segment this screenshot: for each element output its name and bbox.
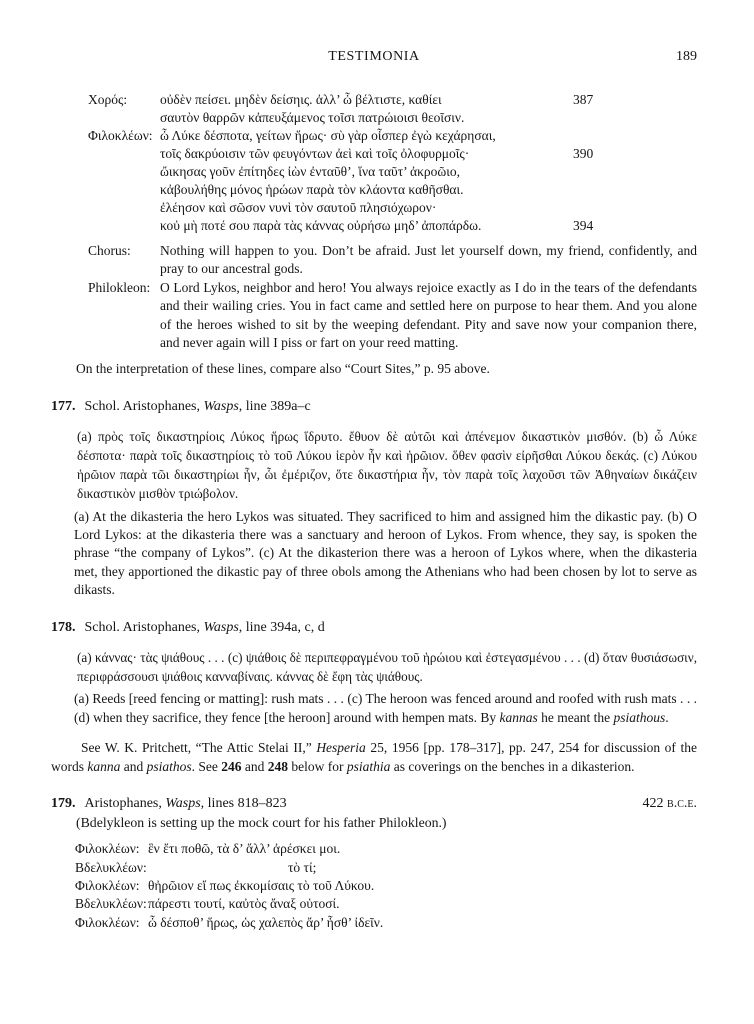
verse-line — [88, 181, 697, 199]
verse-line — [75, 914, 697, 932]
section-177-greek-quote: (a) πρὸς τοῖς δικαστηρίοις Λύκος ἥρως ἵδρυτο. ἔθυον δὲ αὐτῶι καὶ ἀπένεμον δικαστικὸν μισθόν. (b) ὦ Λύκε δέσποτα· παρὰ τοῖς δικαστηρίοις τὸ τοῦ Λύκου ἱερὸν ἦν καὶ ἡρῶιον. ὅθεν φασὶν εἰρῆσθαι Λύκου δεκάς. (c) Λύκου ἡρῶιον παρὰ τῶι δικαστηρίωι ἦν, ὧι ἐμέριζον, ὅτε δικαστήρια ἦν, τὸν παρὰ τοῖς λαχοῦσι τῶν Ἀθηναίων δικάζειν δικαστικὸν μισθὸν τριώβολον. — [77, 428, 697, 502]
verse-line — [88, 109, 697, 127]
section-177-translation: (a) At the dikasteria the hero Lykos was situated. They sacrificed to him and assigned him the dikastic pay. (b) O Lord Lykos: at the dikasteria there was a sanctuary and heroon of Lykos. From whence, they say, is spoken the phrase “the company of Lykos”. (c) At the dikasterion there was a heroon of Lykos where, when the dikasteria met, they apportioned the dikastic pay of three obols among the Athenians who had been chosen by lot to serve as dikasts. — [74, 508, 697, 598]
translation-text: he meant the — [537, 709, 614, 725]
ref-text: and — [241, 758, 268, 774]
dialogue-entry — [88, 242, 697, 279]
dialogue-text: O Lord Lykos, neighbor and hero! You always rejoice exactly as I do in the tears of the defendants and their wailing cries. You in fact came and settled here on purpose to hear them. And you alone of the heroes wished to sit by the weeping defendant. Pity and save now your companion there, and never again will I piss or fart on your reed matting. — [160, 279, 697, 351]
speaker-label: Philokleon: — [88, 279, 151, 295]
page-number: 189 — [676, 49, 697, 64]
ref-text: See W. K. Pritchett, “The Attic Stelai II,” — [81, 739, 317, 755]
running-head — [51, 48, 697, 66]
verse-text: ἐλέησον καὶ σῶσον νυνὶ τὸν σαυτοῦ πλησιόχωρον· — [160, 200, 437, 215]
term-kanna: kanna — [87, 758, 121, 774]
speaker-label: Φιλοκλέων: — [75, 914, 140, 930]
verse-line — [75, 877, 697, 895]
verse-line — [88, 163, 697, 181]
cross-ref-248: 248 — [267, 758, 289, 774]
work-title: Wasps — [165, 796, 201, 812]
ref-text: as coverings on the benches in a dikasterion. — [390, 758, 635, 774]
term-psiathos: psiathos — [146, 758, 192, 774]
section-179-heading — [51, 795, 697, 813]
reference-note — [51, 739, 697, 776]
verse-text: οὐδὲν πείσει. μηδὲν δείσηις. ἀλλ’ ὦ βέλτιστε, καθίει — [160, 92, 442, 107]
dialogue-text: Nothing will happen to you. Don’t be afraid. Just let yourself down, my friend, confidently, and pray to our ancestral gods. — [160, 243, 697, 277]
section-178-heading — [51, 619, 697, 637]
interpretation-note: On the interpretation of these lines, compare also “Court Sites,” p. 95 above. — [76, 361, 490, 377]
translation-text: (a) Reeds [reed fencing or matting]: rush mats . . . (c) The heroon was fenced around and roofed with rush mats . . . (d) when they sacrifice, they fence [the heroon] around with hempen mats. By — [74, 691, 697, 725]
dialogue-entry — [88, 279, 697, 353]
source-suffix: , line 394a, c, d — [238, 619, 325, 635]
page-title: TESTIMONIA — [328, 49, 420, 64]
section-178-greek-quote: (a) κάννας· τὰς ψιάθους . . . (c) ψιάθοις δὲ περιπεφραγμένου τοῦ ἡρώιου καὶ ἐστεγασμένου . . . (d) ὅταν θυσιάσωσιν, περιφράσσουσι ψιάθοις κανναβίναις. κάννας δὲ ἔφη τὰς ψιάθους. — [77, 649, 697, 684]
verse-text: θἠρῶιον εἴ πως ἐκκομίσαις τὸ τοῦ Λύκου. — [148, 877, 375, 893]
verse-text: πάρεστι τουτί, καὐτὸς ἄναξ οὑτοσί. — [148, 896, 340, 912]
verse-line — [75, 840, 697, 858]
ref-text: below for — [288, 758, 347, 774]
verse-text: σαυτὸν θαρρῶν κἀπευξάμενος τοῖσι πατρώιοισι θεοῖσιν. — [160, 110, 465, 125]
line-number: 394 — [573, 218, 594, 233]
verse-line — [75, 895, 697, 913]
verse-line — [75, 859, 697, 877]
verse-text: ὦ δέσποθ’ ἥρως, ὡς χαλεπὸς ἄρ’ ἦσθ’ ἰδεῖν. — [148, 914, 384, 930]
english-dialogue — [88, 242, 697, 352]
source-prefix: Aristophanes, — [84, 796, 166, 812]
speaker-label: Chorus: — [88, 243, 131, 258]
section-number: 178. — [51, 619, 76, 635]
verse-text: κοὐ μὴ ποτέ σου παρὰ τὰς κάννας οὐρήσω μηδ’ ἀποπάρδω. — [160, 218, 482, 233]
line-number: 387 — [573, 92, 594, 107]
source-prefix: Schol. Aristophanes, — [84, 619, 204, 635]
cross-ref-246: 246 — [221, 758, 242, 774]
work-title: Wasps — [203, 398, 239, 414]
speaker-label: Φιλοκλέων: — [88, 128, 153, 143]
section-number: 177. — [51, 398, 76, 414]
section-178-translation — [74, 690, 697, 727]
verse-line — [88, 145, 697, 163]
verse-line — [88, 127, 697, 145]
verse-text: ὦ Λύκε δέσποτα, γείτων ἥρως· σὺ γὰρ οἷσπερ ἐγὼ κεχάρησαι, — [160, 128, 496, 143]
work-title: Wasps — [203, 619, 239, 635]
date-era: b.c.e. — [667, 796, 697, 812]
source-suffix: , lines 818–823 — [200, 796, 287, 812]
ref-text: and — [120, 758, 147, 774]
speaker-label: Φιλοκλέων: — [75, 841, 140, 857]
term-kannas: kannas — [499, 709, 538, 725]
verse-text: τὸ τί; — [288, 859, 317, 875]
stage-direction: (Bdelykleon is setting up the mock court for his father Philokleon.) — [76, 815, 447, 831]
speaker-label: Βδελυκλέων: — [75, 859, 147, 875]
verse-line — [88, 217, 697, 235]
verse-text: κἀβουλήθης μόνος ἡρώων παρὰ τὸν κλάοντα καθῆσθαι. — [160, 182, 464, 197]
verse-line — [88, 91, 697, 109]
line-number: 390 — [573, 146, 594, 161]
translation-text: . — [665, 709, 669, 725]
ref-text: . See — [191, 758, 222, 774]
greek-dialogue-818-823 — [75, 840, 697, 932]
term-psiathia: psiathia — [346, 758, 391, 774]
section-number: 179. — [51, 796, 76, 812]
date-label — [643, 795, 697, 813]
source-prefix: Schol. Aristophanes, — [84, 398, 204, 414]
verse-text: τοῖς δακρύοισιν τῶν φευγόντων ἀεὶ καὶ τοῖς ὀλοφυρμοῖς· — [160, 146, 470, 161]
source-suffix: , line 389a–c — [238, 398, 311, 414]
speaker-label: Φιλοκλέων: — [75, 877, 140, 893]
verse-text: ὤικησας γοῦν ἐπίτηδες ἰὼν ἐνταῦθ’, ἵνα ταῦτ’ ἀκροῶιο, — [160, 164, 461, 179]
speaker-label: Χορός: — [88, 92, 128, 107]
section-source — [85, 795, 287, 813]
term-psiathous: psiathous — [613, 709, 666, 725]
date-year: 422 — [642, 796, 668, 812]
greek-dialogue-387-394 — [88, 91, 697, 235]
journal-title: Hesperia — [316, 739, 366, 755]
section-177-heading — [51, 398, 697, 416]
ref-text: 25, 1956 [pp. 178–317], pp. 247, 254 for discussion of the words — [51, 739, 697, 774]
verse-text: ἓν ἔτι ποθῶ, τὰ δ’ ἄλλ’ ἀρέσκει μοι. — [148, 841, 341, 857]
speaker-label: Βδελυκλέων: — [75, 896, 147, 912]
verse-line — [88, 199, 697, 217]
